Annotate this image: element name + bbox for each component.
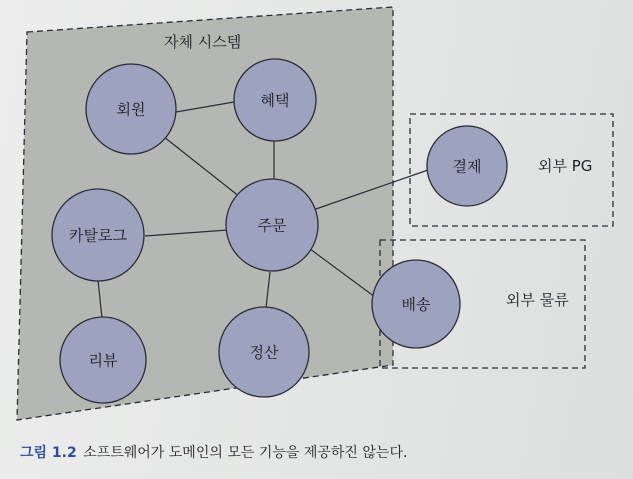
node-settlement-label: 정산 <box>249 343 279 362</box>
internal-system-label: 자체 시스템 <box>164 33 242 51</box>
node-payment-label: 결제 <box>452 157 482 176</box>
node-delivery-label: 배송 <box>401 295 431 314</box>
node-order-label: 주문 <box>257 216 287 235</box>
node-member-label: 회원 <box>116 100 146 119</box>
figure-number: 그림 1.2 <box>20 445 77 461</box>
node-catalog-label: 카탈로그 <box>69 226 127 245</box>
node-benefit-label: 혜택 <box>260 91 290 110</box>
node-review-label: 리뷰 <box>88 351 118 370</box>
external-logistics-label: 외부 물류 <box>506 291 569 309</box>
figure-caption-text: 소프트웨어가 도메인의 모든 기능을 제공하진 않는다. <box>83 445 408 461</box>
figure-caption <box>20 442 407 462</box>
external-pg-label: 외부 PG <box>538 157 593 175</box>
